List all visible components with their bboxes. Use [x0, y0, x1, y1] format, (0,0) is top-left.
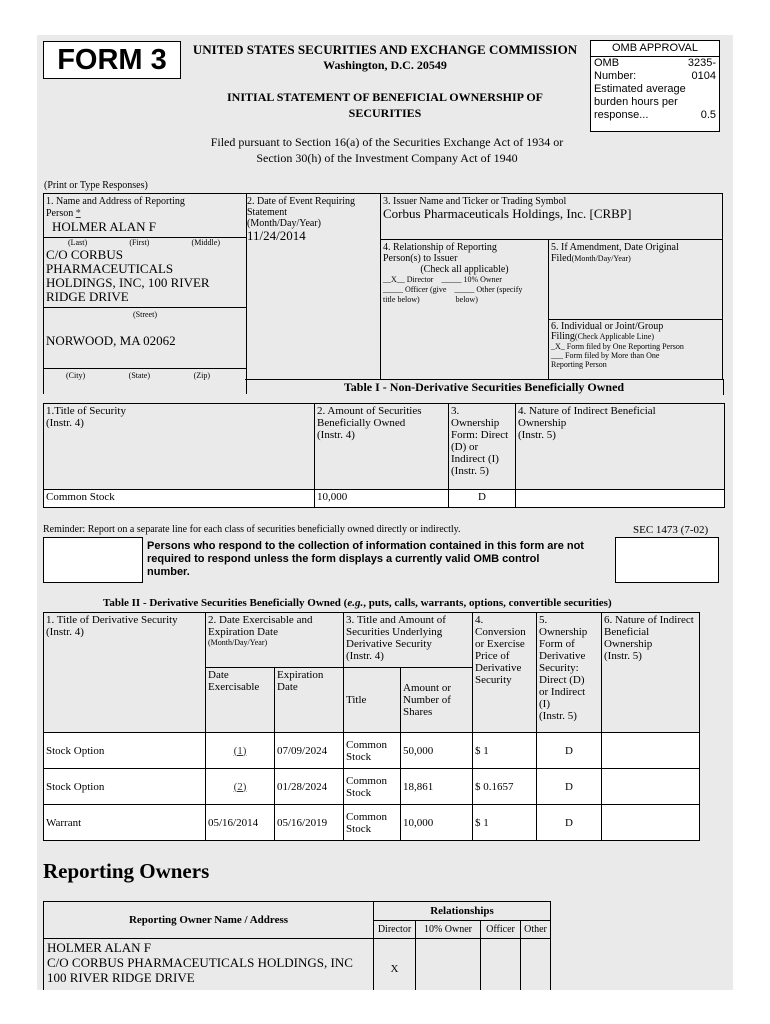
form-title-line2: SECURITIES	[348, 106, 422, 120]
t2-row-nature	[602, 805, 700, 841]
agency-name: UNITED STATES SECURITIES AND EXCHANGE COMMISSION	[192, 42, 578, 57]
t2-row-u-title: Common Stock	[344, 769, 401, 805]
table-row	[44, 939, 551, 991]
t2-row-form: D	[537, 805, 602, 841]
left-blank-box	[43, 537, 143, 583]
state-label: (State)	[128, 371, 150, 380]
issuer-name: Corbus Pharmaceuticals Holdings, Inc. [CRBP]	[383, 206, 632, 221]
last-label: (Last)	[68, 238, 88, 247]
box1-label: 1. Name and Address of Reporting	[46, 196, 185, 207]
t1-header-amount: 2. Amount of Securities Beneficially Owned (Instr. 4)	[315, 404, 449, 490]
form-label: FORM 3	[43, 41, 181, 79]
table2-derivative	[43, 612, 700, 841]
single-filer-option[interactable]: _X_ Form filed by One Reporting Person	[551, 342, 684, 351]
city-label: (City)	[66, 371, 86, 380]
box6-filing-type	[549, 320, 723, 379]
t2-row-expiration: 07/09/2024	[275, 733, 344, 769]
t2-row-amount: 50,000	[401, 733, 473, 769]
city-state-zip: NORWOOD, MA 02062	[46, 333, 176, 348]
table2-title: Table II - Derivative Securities Beneficially Owned (e.g., puts, calls, warrants, options, convertible securities)	[103, 597, 612, 609]
group-filer-option[interactable]: ___ Form filed by More than One	[551, 351, 660, 360]
t2-header-exercisable: Date Exercisable	[206, 668, 275, 733]
omb-number-value: 3235-	[687, 57, 716, 69]
t2-row-price: $ 1	[473, 805, 537, 841]
t1-header-form: 3. Ownership Form: Direct (D) or Indirect (I) (Instr. 5)	[449, 404, 516, 490]
table-row	[44, 490, 725, 508]
omb-notice: Persons who respond to the collection of information contained in this form are not required to respond unless the form displays a currently valid OMB control number.	[147, 540, 584, 578]
t1-row-nature	[516, 490, 725, 508]
filer-info-section	[43, 193, 723, 394]
title-below-label: title below)	[383, 295, 420, 304]
omb-number-value2: 0104	[691, 70, 716, 82]
officer-checkbox[interactable]: _____ Officer (give	[383, 285, 447, 294]
owners-col-ten-percent: 10% Owner	[416, 921, 481, 939]
print-note: (Print or Type Responses)	[44, 180, 148, 191]
agency-location: Washington, D.C. 20549	[323, 58, 447, 72]
table-row	[44, 733, 700, 769]
box5-label3: (Month/Day/Year)	[571, 254, 631, 263]
t2-row-expiration: 01/28/2024	[275, 769, 344, 805]
owner-other-mark	[521, 939, 551, 991]
event-date-value: 11/24/2014	[247, 228, 306, 243]
t2-header-expiration: Expiration Date	[275, 668, 344, 733]
right-blank-box	[615, 537, 719, 583]
box6-label1: 6. Individual or Joint/Group	[551, 321, 664, 332]
table-row	[44, 769, 700, 805]
t2-header-form: 5. Ownership Form of Derivative Security: Direct (D) or Indirect (I) (Instr. 5)	[537, 613, 602, 733]
t1-row-title: Common Stock	[44, 490, 315, 508]
address-line2: PHARMACEUTICALS	[46, 261, 174, 276]
owners-col-relationships: Relationships	[374, 902, 551, 921]
box2-label3: (Month/Day/Year)	[247, 218, 321, 229]
address-line1: C/O CORBUS	[46, 247, 123, 262]
t2-row-title: Warrant	[44, 805, 206, 841]
t1-header-title: 1.Title of Security (Instr. 4)	[44, 404, 315, 490]
omb-heading: OMB APPROVAL	[591, 41, 719, 57]
director-checkbox[interactable]: __X__ Director	[383, 275, 434, 284]
form-title-line1: INITIAL STATEMENT OF BENEFICIAL OWNERSHIP OF	[227, 90, 543, 104]
reporting-owners-heading: Reporting Owners	[43, 859, 210, 883]
box4-label1: 4. Relationship of Reporting	[383, 242, 497, 253]
sec-number: SEC 1473 (7-02)	[633, 524, 709, 536]
t2-row-nature	[602, 769, 700, 805]
t2-row-u-title: Common Stock	[344, 805, 401, 841]
filed-pursuant-line2: Section 30(h) of the Investment Company Act of 1940	[256, 151, 518, 165]
omb-approval-box	[590, 40, 720, 132]
t2-row-form: D	[537, 733, 602, 769]
other-checkbox[interactable]: _____ Other (specify	[454, 285, 523, 294]
address-line4: RIDGE DRIVE	[46, 289, 129, 304]
box4-label2: Person(s) to Issuer	[383, 253, 458, 264]
t2-row-price: $ 0.1657	[473, 769, 537, 805]
omb-burden-line2: burden hours per	[594, 96, 678, 108]
owners-col-director: Director	[374, 921, 416, 939]
box5-label1: 5. If Amendment, Date Original	[551, 242, 679, 253]
reporting-person-name: HOLMER ALAN F	[52, 219, 157, 234]
omb-burden-line1: Estimated average	[594, 83, 686, 95]
t2-row-form: D	[537, 769, 602, 805]
box5-label2: Filed	[551, 253, 572, 264]
t2-row-exercisable: 05/16/2014	[206, 805, 275, 841]
t2-header-title: 1. Title of Derivative Security (Instr. 4)	[44, 613, 206, 733]
middle-label: (Middle)	[191, 238, 220, 247]
address-line3: HOLDINGS, INC, 100 RIVER	[46, 275, 210, 290]
box1-label2: Person	[46, 208, 74, 219]
box2-label1: 2. Date of Event Requiring	[247, 196, 356, 207]
footnote-1-link[interactable]: (1)	[233, 744, 247, 757]
t2-row-expiration: 05/16/2019	[275, 805, 344, 841]
table1-title: Table I - Non-Derivative Securities Beneficially Owned	[245, 379, 724, 395]
t1-row-form: D	[449, 490, 516, 508]
footnote-star-link[interactable]: *	[75, 208, 81, 219]
t2-row-nature	[602, 733, 700, 769]
box5-amendment	[549, 240, 723, 320]
box6-label3: (Check Applicable Line)	[574, 332, 654, 341]
box4-label3: (Check all applicable)	[420, 264, 509, 275]
t2-header-dates: 2. Date Exercisable and Expiration Date (Month/Day/Year)	[206, 613, 344, 668]
omb-burden-line3: response...	[594, 109, 649, 121]
t1-row-amount: 10,000	[315, 490, 449, 508]
below-label: below)	[455, 295, 478, 304]
group-filer-option-line2: Reporting Person	[551, 360, 607, 369]
table-row	[44, 805, 700, 841]
street-label: (Street)	[133, 310, 157, 319]
t2-row-amount: 18,861	[401, 769, 473, 805]
first-label: (First)	[129, 238, 150, 247]
filed-pursuant-line1: Filed pursuant to Section 16(a) of the Securities Exchange Act of 1934 or	[210, 135, 564, 149]
omb-number-label: OMB	[594, 57, 620, 69]
box4-relationship	[381, 240, 549, 379]
box1-reporting-person	[43, 194, 247, 394]
box3-issuer	[381, 194, 723, 240]
zip-label: (Zip)	[193, 371, 210, 380]
table1-non-derivative	[43, 403, 725, 508]
t2-row-u-title: Common Stock	[344, 733, 401, 769]
omb-burden-value: 0.5	[700, 109, 716, 121]
box2-event-date	[245, 194, 381, 379]
box3-label: 3. Issuer Name and Ticker or Trading Symbol	[383, 196, 567, 207]
t2-row-amount: 10,000	[401, 805, 473, 841]
owner-officer-mark	[481, 939, 521, 991]
footnote-2-link[interactable]: (2)	[233, 780, 247, 793]
owner-director-mark: X	[374, 939, 416, 991]
box2-label2: Statement	[247, 207, 287, 218]
owners-col-name: Reporting Owner Name / Address	[44, 902, 374, 939]
t2-header-price: 4. Conversion or Exercise Price of Derivative Security	[473, 613, 537, 733]
t2-header-u-title: Title	[344, 668, 401, 733]
reporting-owners-table	[43, 901, 551, 990]
owner-ten-percent-mark	[416, 939, 481, 991]
owner-name-address: HOLMER ALAN F C/O CORBUS PHARMACEUTICALS HOLDINGS, INC 100 RIVER RIDGE DRIVE	[44, 939, 374, 991]
reminder-text: Reminder: Report on a separate line for each class of securities beneficially owned directly or indirectly.	[43, 524, 461, 535]
omb-number-label2: Number:	[594, 70, 637, 82]
owners-col-officer: Officer	[481, 921, 521, 939]
t2-header-underlying: 3. Title and Amount of Securities Underlying Derivative Security (Instr. 4)	[344, 613, 473, 668]
t2-row-title: Stock Option	[44, 769, 206, 805]
t2-row-price: $ 1	[473, 733, 537, 769]
t2-row-title: Stock Option	[44, 733, 206, 769]
t2-header-u-amount: Amount or Number of Shares	[401, 668, 473, 733]
box6-label2: Filing	[551, 331, 575, 342]
t2-header-nature: 6. Nature of Indirect Beneficial Ownership (Instr. 5)	[602, 613, 700, 733]
t1-header-nature: 4. Nature of Indirect Beneficial Ownership (Instr. 5)	[516, 404, 725, 490]
ten-percent-checkbox[interactable]: _____ 10% Owner	[441, 275, 502, 284]
owners-col-other: Other	[521, 921, 551, 939]
form-page	[37, 35, 733, 990]
